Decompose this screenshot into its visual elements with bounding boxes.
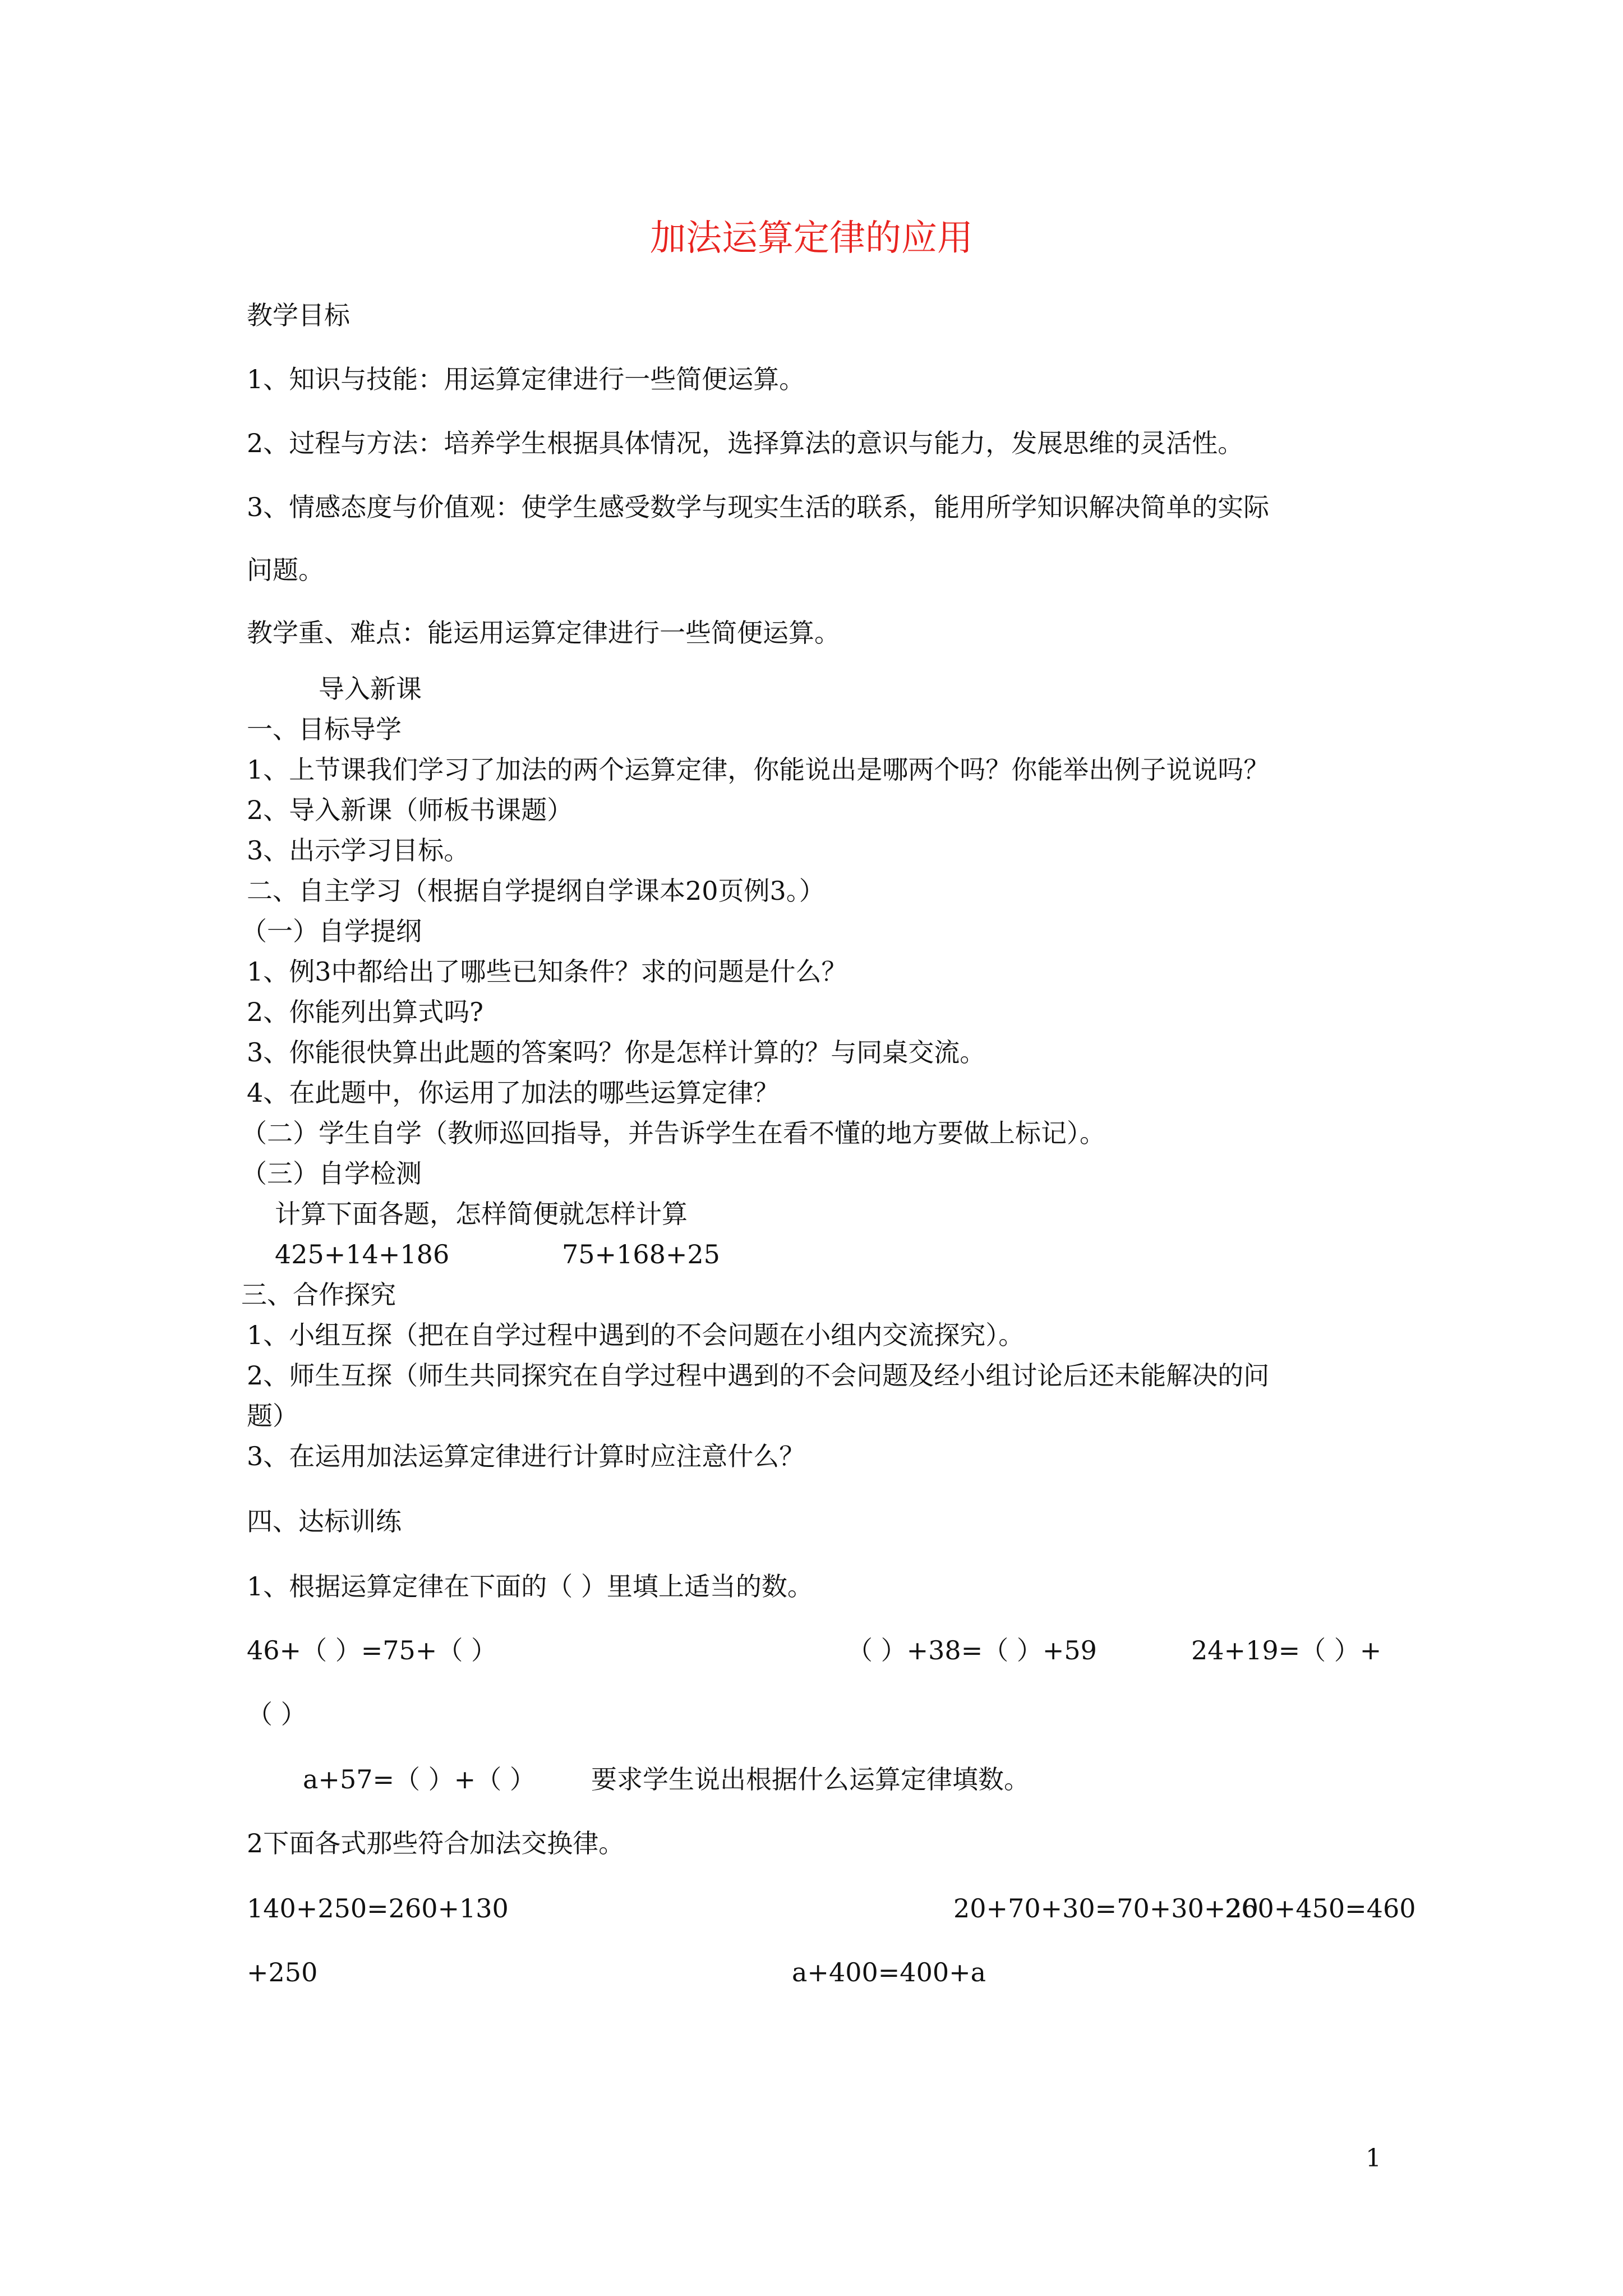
page-number: 1 bbox=[1366, 2144, 1381, 2173]
text-line: 4、在此题中，你运用了加法的哪些运算定律？ bbox=[247, 1078, 780, 1108]
exercise-expression: 425+14+186 bbox=[275, 1239, 450, 1269]
text-line: +250 bbox=[247, 1957, 318, 1987]
equation-expression: 260+450=460 bbox=[1225, 1893, 1416, 1924]
fill-in-expression: 46+（ ）=75+（ ） bbox=[247, 1635, 497, 1665]
text-line: 1、小组互探（把在自学过程中遇到的不会问题在小组内交流探究）。 bbox=[247, 1320, 1025, 1350]
objective-line: 2、过程与方法：培养学生根据具体情况，选择算法的意识与能力，发展思维的灵活性。 bbox=[247, 428, 1244, 458]
text-line: 计算下面各题，怎样简便就怎样计算 bbox=[275, 1199, 688, 1229]
equation-expression: 20+70+30=70+30+20 bbox=[953, 1893, 1258, 1924]
key-points-line: 教学重、难点：能运用运算定律进行一些简便运算。 bbox=[247, 618, 840, 648]
text-line: 1、根据运算定律在下面的（ ）里填上适当的数。 bbox=[247, 1571, 813, 1602]
objective-line: 1、知识与技能：用运算定律进行一些简便运算。 bbox=[247, 364, 805, 394]
objective-line: 3、情感态度与价值观：使学生感受数学与现实生活的联系，能用所学知识解决简单的实际 bbox=[247, 492, 1270, 522]
text-line: 2、导入新课（师板书课题） bbox=[247, 795, 573, 825]
text-line: （ ） bbox=[247, 1699, 307, 1729]
subsection-heading: （二）学生自学（教师巡回指导，并告诉学生在看不懂的地方要做上标记）。 bbox=[241, 1118, 1105, 1148]
equation-expression: 140+250=260+130 bbox=[247, 1893, 509, 1924]
fill-in-expression: a+57=（ ）+（ ） bbox=[303, 1764, 536, 1795]
text-line: 2下面各式那些符合加法交换律。 bbox=[247, 1828, 625, 1858]
text-line: 1、上节课我们学习了加法的两个运算定律，你能说出是哪两个吗？你能举出例子说说吗？ bbox=[247, 754, 1270, 785]
text-line: 3、在运用加法运算定律进行计算时应注意什么？ bbox=[247, 1441, 805, 1471]
text-line: 2、你能列出算式吗? bbox=[247, 997, 483, 1027]
text-line: 2、师生互探（师生共同探究在自学过程中遇到的不会问题及经小组讨论后还未能解决的问 bbox=[247, 1360, 1270, 1391]
subsection-heading: （三）自学检测 bbox=[241, 1158, 422, 1189]
fill-in-note: 要求学生说出根据什么运算定律填数。 bbox=[591, 1764, 1030, 1795]
fill-in-expression: 24+19=（ ）+ bbox=[1191, 1635, 1382, 1665]
exercise-expression: 75+168+25 bbox=[562, 1239, 720, 1269]
section-heading: 教学目标 bbox=[247, 300, 350, 330]
text-line: 3、出示学习目标。 bbox=[247, 835, 470, 866]
subsection-heading: （一）自学提纲 bbox=[241, 916, 422, 946]
text-line: 题） bbox=[247, 1401, 298, 1431]
equation-expression: a+400=400+a bbox=[792, 1957, 986, 1987]
section-heading: 三、合作探究 bbox=[241, 1280, 396, 1310]
section-heading: 导入新课 bbox=[319, 674, 422, 704]
section-heading: 一、目标导学 bbox=[247, 714, 402, 744]
fill-in-expression: （ ）+38=（ ）+59 bbox=[847, 1635, 1097, 1665]
document-title: 加法运算定律的应用 bbox=[650, 218, 973, 259]
section-heading: 四、达标训练 bbox=[247, 1506, 402, 1536]
section-heading: 二、自主学习（根据自学提纲自学课本20页例3。） bbox=[247, 876, 825, 906]
text-line: 3、你能很快算出此题的答案吗？你是怎样计算的？与同桌交流。 bbox=[247, 1037, 986, 1068]
objective-line: 问题。 bbox=[247, 555, 324, 585]
text-line: 1、例3中都给出了哪些已知条件？求的问题是什么？ bbox=[247, 956, 847, 987]
